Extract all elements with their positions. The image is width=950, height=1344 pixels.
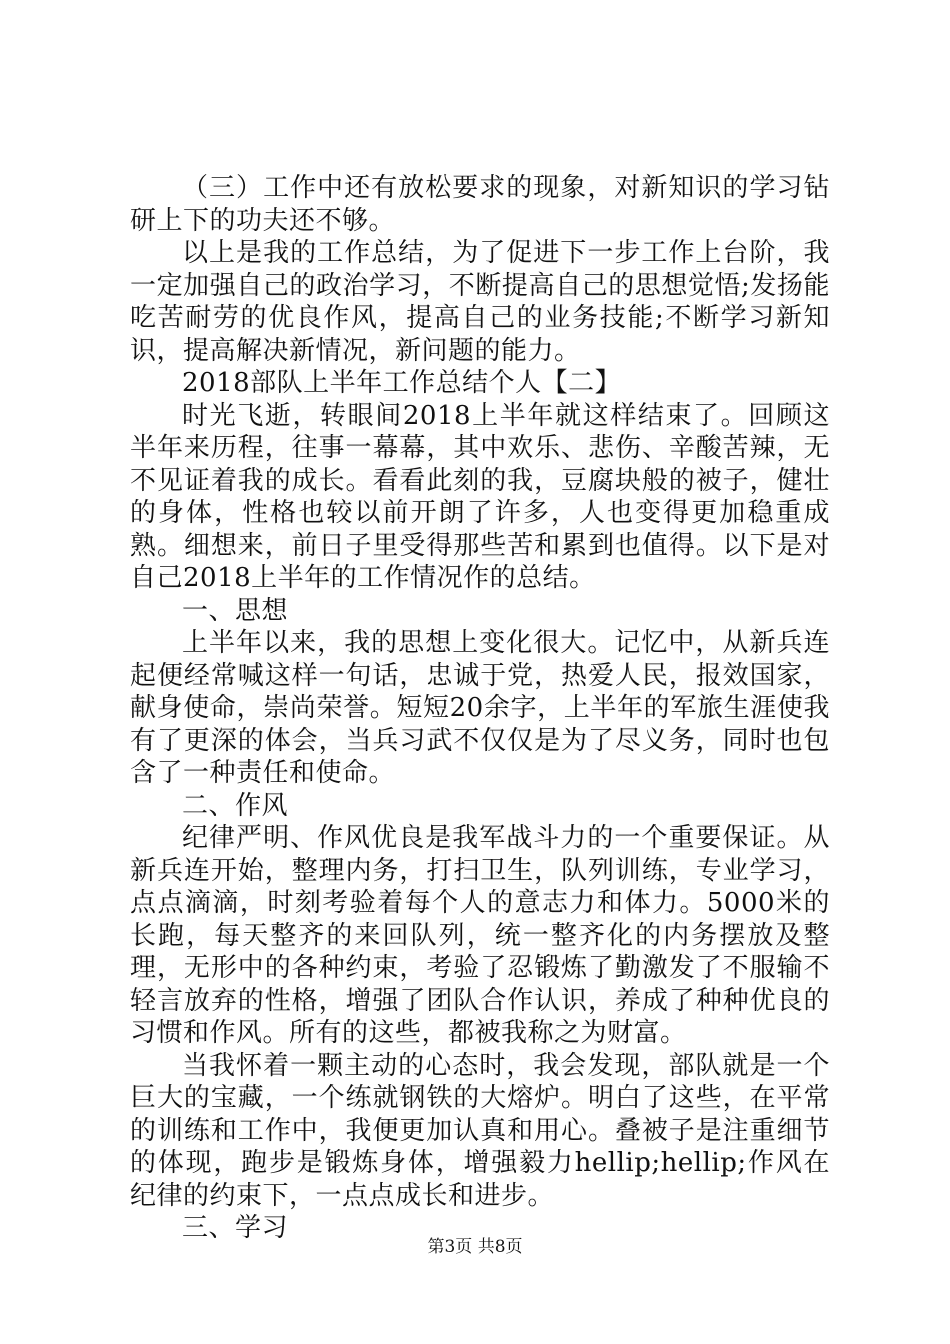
paragraph-thought: 上半年以来，我的思想上变化很大。记忆中，从新兵连起便经常喊这样一句话，忠诚于党，热爱人民，报效国家，献身使命，崇尚荣誉。短短20余字，上半年的军旅生涯使我有了更深的体会，当兵习武不仅仅是为了尽义务，同时也包含了一种责任和使命。 xyxy=(130,628,830,788)
section-title-part-two: 2018部队上半年工作总结个人【二】 xyxy=(182,368,622,398)
heading-style: 二、作风 xyxy=(182,790,289,821)
paragraph-shortcoming-three: （三）工作中还有放松要求的现象，对新知识的学习钻研上下的功夫还不够。 xyxy=(130,173,830,236)
page-number-footer: 第3页 共8页 xyxy=(427,1237,523,1257)
paragraph-summary-conclusion: 以上是我的工作总结，为了促进下一步工作上台阶，我一定加强自己的政治学习，不断提高自己的思想觉悟;发扬能吃苦耐劳的优良作风，提高自己的业务技能;不断学习新知识，提高解决新情况，新问题的能力。 xyxy=(130,238,830,366)
document-body xyxy=(130,172,830,1245)
paragraph-introduction: 时光飞逝，转眼间2018上半年就这样结束了。回顾这半年来历程，往事一幕幕，其中欢乐、悲伤、辛酸苦辣，无不见证着我的成长。看看此刻的我，豆腐块般的被子，健壮的身体，性格也较以前开朗了许多，人也变得更加稳重成熟。细想来，前日子里受得那些苦和累到也值得。以下是对自己2018上半年的工作情况作的总结。 xyxy=(130,400,830,593)
heading-thought: 一、思想 xyxy=(182,595,289,626)
paragraph-style-discipline: 纪律严明、作风优良是我军战斗力的一个重要保证。从新兵连开始，整理内务，打扫卫生，队列训练，专业学习，点点滴滴，时刻考验着每个人的意志力和体力。5000米的长跑，每天整齐的来回队列，统一整齐化的内务摆放及整理，无形中的各种约束，考验了忍锻炼了勤激发了不服输不轻言放弃的性格，增强了团队合作认识，养成了种种优良的习惯和作风。所有的这些，都被我称之为财富。 xyxy=(130,823,830,1048)
heading-study: 三、学习 xyxy=(182,1213,289,1243)
paragraph-style-attitude: 当我怀着一颗主动的心态时，我会发现，部队就是一个巨大的宝藏，一个练就钢铁的大熔炉。明白了这些，在平常的训练和工作中，我便更加认真和用心。叠被子是注重细节的体现，跑步是锻炼身体，增强毅力hellip;hellip;作风在纪律的约束下，一点点成长和进步。 xyxy=(130,1050,830,1211)
